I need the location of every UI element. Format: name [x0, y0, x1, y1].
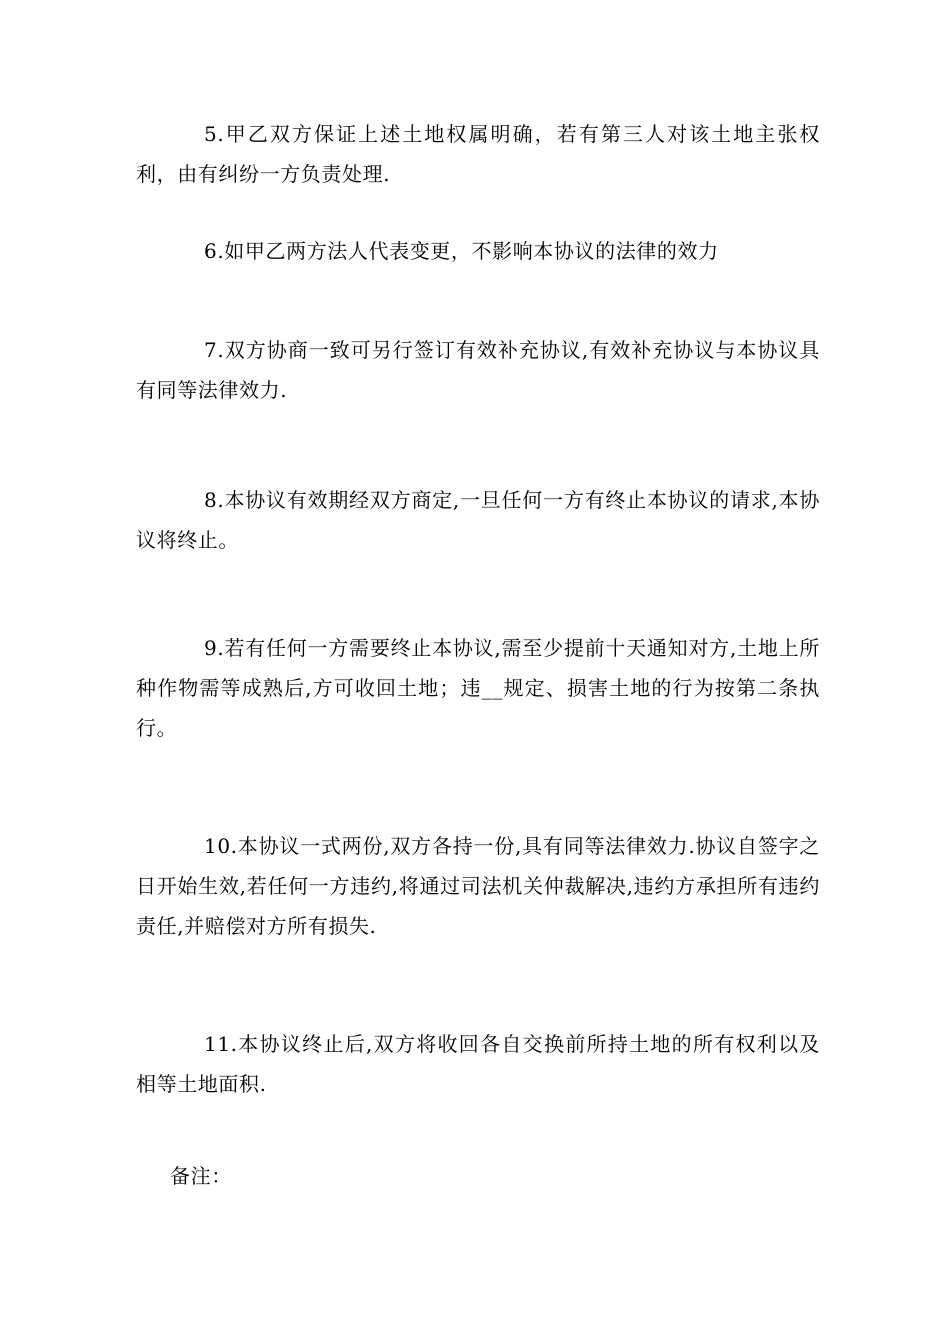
clause-number: 6. — [204, 239, 225, 263]
clause-11 — [136, 1024, 820, 1104]
clause-text: 甲乙双方保证上述土地权属明确，若有第三人对该土地主张权利，由有纠纷一方负责处理. — [136, 122, 820, 186]
clause-number: 10. — [204, 834, 238, 858]
remarks-text: 备注： — [170, 1164, 232, 1188]
remarks-label — [136, 1156, 820, 1196]
clause-text: 本协议终止后,双方将收回各自交换前所持土地的所有权利以及相等土地面积. — [136, 1032, 820, 1096]
clause-text: 本协议一式两份,双方各持一份,具有同等法律效力.协议自签字之日开始生效,若任何一方违约,将通过司法机关仲裁解决,违约方承担所有违约责任,并赔偿对方所有损失. — [136, 834, 820, 938]
clause-number: 8. — [204, 488, 225, 512]
clause-text: 若有任何一方需要终止本协议,需至少提前十天通知对方,土地上所种作物需等成熟后,方可收回土地；违__规定、损害土地的行为按第二条执行。 — [136, 636, 820, 740]
clause-8 — [136, 480, 820, 560]
clause-text: 如甲乙两方法人代表变更，不影响本协议的法律的效力 — [224, 239, 719, 263]
clause-number: 7. — [204, 338, 225, 362]
clause-7 — [136, 330, 820, 410]
clause-number: 11. — [204, 1032, 238, 1056]
clause-10 — [136, 826, 820, 946]
clause-number: 5. — [204, 122, 225, 146]
clause-6 — [136, 231, 820, 271]
clause-9 — [136, 628, 820, 748]
clause-number: 9. — [204, 636, 225, 660]
clause-text: 本协议有效期经双方商定,一旦任何一方有终止本协议的请求,本协议将终止。 — [136, 488, 820, 552]
clause-5 — [136, 114, 820, 194]
clause-text: 双方协商一致可另行签订有效补充协议,有效补充协议与本协议具有同等法律效力. — [136, 338, 820, 402]
